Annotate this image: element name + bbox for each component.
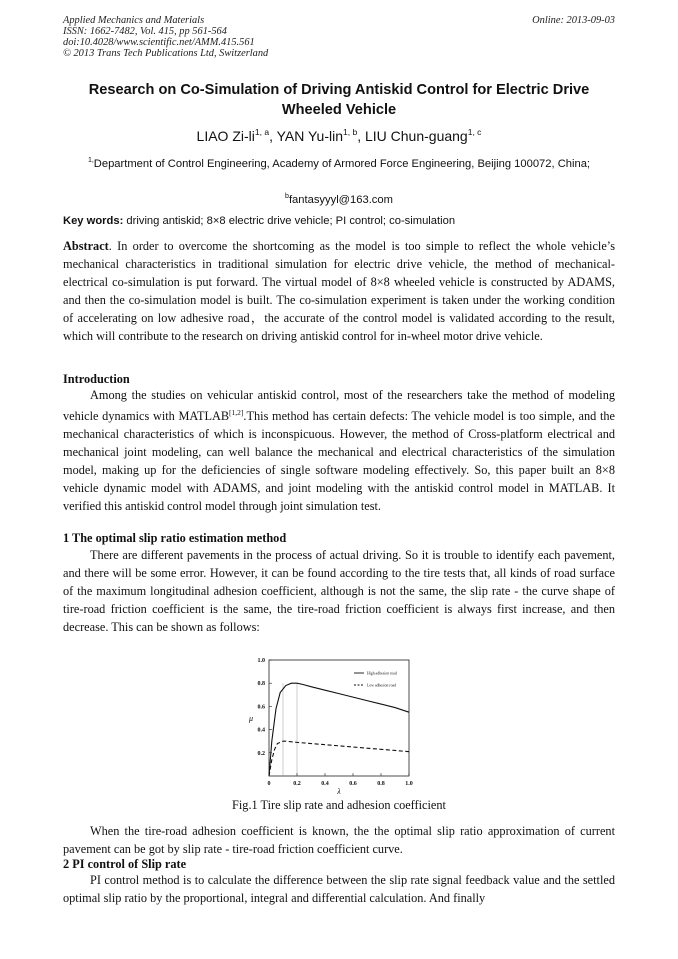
y-tick-label: 0.2	[257, 750, 265, 757]
x-tick-label: 0	[267, 781, 271, 787]
section2-text: PI control method is to calculate the difference between the slip rate signal feedback value and the settled optimal slip ratio by the proportional, integral and differential calculation. And finally	[63, 873, 615, 905]
legend-label: Low adhesion road	[367, 683, 397, 688]
x-tick-label: 0.6	[349, 781, 357, 787]
abstract-text: . In order to overcome the shortcoming as the model is too simple to reflect the whole vehicle’s mechanical characteristics in traditional simulation for electric drive vehicle, the method of mechanical-electrical co-simulation is put forward. The virtual model of 8×8 wheeled vehicle is constructed by ADAMS, and then the co-simulation model is built. The co-simulation experiment is taken under the working condition of accelerating on low adhesive road，the accurate of the control model is validated according to the result, which will contribute to the research on driving antiskid control for in-wheel motor drive vehicle.	[63, 239, 615, 343]
author-name: LIU Chun-guang	[364, 128, 468, 144]
doi-line: doi:10.4028/www.scientific.net/AMM.415.561	[63, 37, 255, 48]
y-tick-label: 1.0	[257, 658, 265, 664]
author-sup: 1, a	[254, 127, 270, 137]
email-address[interactable]: fantasyyyl@163.com	[288, 194, 393, 206]
x-tick-label: 1.0	[405, 781, 413, 787]
copyright-line: © 2013 Trans Tech Publications Ltd, Switzerland	[63, 48, 269, 59]
intro-text-2: .This method has certain defects: The vehicle model is too simple, and the mechanical characteristics of which is inconspicuous. However, the method of Cross-platform electrical and mechanical joint modeling, can well balance the mechanical and electrical characteristics of the simulation model, making up for the deficiencies of single software modeling effectively. So, this paper built an 8×8 vehicle dynamic model with ADAMS, and joint modeling with the antiskid control model in MATLAB. It verified this antiskid control model through joint simulation test.	[63, 409, 615, 513]
intro-text-1: Among the studies on vehicular antiskid control, most of the researchers take the method of modeling vehicle dynamics with MATLAB	[63, 388, 615, 423]
author-name: LIAO Zi-li	[196, 128, 255, 144]
author-sup: 1, b	[343, 127, 358, 137]
x-tick-label: 0.4	[321, 781, 329, 787]
x-tick-label: 0.2	[293, 781, 301, 787]
citation: [1,2]	[229, 408, 244, 417]
introduction-text	[63, 386, 615, 515]
keywords-text: driving antiskid; 8×8 electric drive vehicle; PI control; co-simulation	[123, 215, 456, 227]
section2-heading: 2 PI control of Slip rate	[63, 857, 187, 871]
slip-rate-chart	[242, 652, 442, 797]
section1-text: There are different pavements in the process of actual driving. So it is trouble to identify each pavement, and there will be some error. However, it can be found according to the tire tests that, all kinds of road surface of the maximum longitudinal adhesion coefficient, although is not the same, the slip rate - the curve shape of tire-road friction coefficient is the same, the tire-road friction coefficient is always first increase, and then decrease. This can be shown as follows:	[63, 548, 615, 634]
x-axis-label: λ	[337, 787, 341, 796]
abstract	[63, 237, 615, 345]
affiliation-text: Department of Control Engineering, Academy of Armored Force Engineering, Beijing 100072, China;	[93, 158, 591, 170]
plot-frame	[269, 660, 409, 776]
issn-line: ISSN: 1662-7482, Vol. 415, pp 561-564	[63, 26, 227, 37]
y-axis-label: μ	[248, 714, 254, 723]
section1-heading: 1 The optimal slip ratio estimation method	[63, 531, 287, 545]
keywords-label: Key words:	[63, 215, 124, 227]
author-sup: 1, c	[467, 127, 482, 137]
abstract-label: Abstract	[63, 239, 109, 253]
author-list: LIAO Zi-li$^{1, a}$, YAN Yu-lin$^{1, b}$, LIU Chun-guang$^{1, c}$	[196, 127, 482, 144]
y-tick-label: 0.4	[257, 727, 265, 734]
chart-axes	[248, 658, 413, 796]
journal-header	[63, 15, 268, 59]
affiliation	[63, 152, 615, 173]
series-line-1	[269, 683, 409, 776]
legend-label: High adhesion road	[367, 671, 397, 676]
x-tick-label: 0.8	[377, 781, 385, 787]
keywords	[63, 214, 615, 228]
introduction-heading: Introduction	[63, 372, 130, 386]
affiliation-sup: 1,	[87, 157, 94, 164]
email-sup: b	[285, 193, 289, 200]
chart-series	[269, 683, 409, 776]
series-line-2	[269, 741, 409, 776]
journal-name: Applied Mechanics and Materials	[63, 15, 205, 26]
y-tick-label: 0.8	[257, 681, 265, 688]
chart-legend	[354, 672, 397, 688]
paper-title: Research on Co-Simulation of Driving Antiskid Control for Electric Drive Wheeled Vehicle	[88, 82, 590, 118]
figure-caption: Fig.1 Tire slip rate and adhesion coefficient	[232, 798, 446, 812]
after-figure-text: When the tire-road adhesion coefficient is known, the the optimal slip ratio approximation of current pavement can be got by slip rate - tire-road friction coefficient curve.	[63, 824, 615, 856]
email-line	[63, 190, 615, 207]
author-name: YAN Yu-lin	[276, 128, 344, 144]
y-tick-label: 0.6	[257, 704, 265, 711]
online-date: Online: 2013-09-03	[532, 15, 615, 26]
